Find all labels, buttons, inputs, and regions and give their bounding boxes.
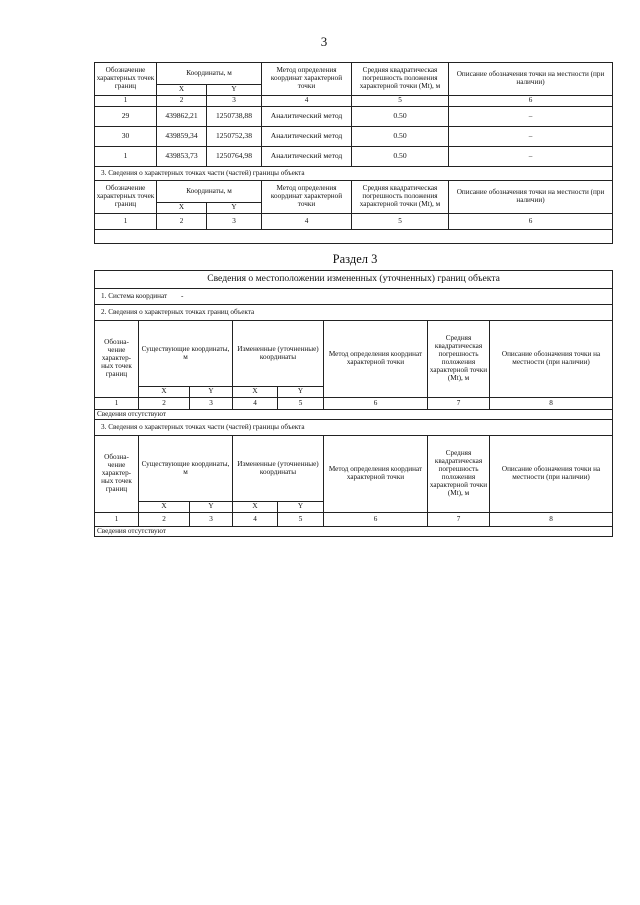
- razdel-header: Сведения о местоположении измененных (уточненных) границ объекта: [95, 271, 613, 289]
- header-method: Метод определения координат характерной точки: [324, 321, 428, 398]
- header-description: Описание обозначения точки на местности (при наличии): [449, 181, 613, 214]
- header-point-label: Обозна-чение характер-ных точек границ: [95, 436, 139, 513]
- page-number: 3: [320, 34, 328, 49]
- col-number: 3: [190, 513, 233, 527]
- header-x: X: [157, 85, 207, 96]
- col-number: 4: [262, 96, 352, 107]
- method: Аналитический метод: [262, 127, 352, 147]
- header-x: X: [139, 387, 190, 398]
- header-y: Y: [207, 203, 262, 214]
- coord-system: [95, 289, 613, 305]
- table-row: [95, 107, 613, 127]
- header-coords: Координаты, м: [157, 63, 262, 85]
- table-row: [95, 127, 613, 147]
- col-number: 1: [95, 96, 157, 107]
- point-id: 1: [95, 147, 157, 167]
- method: Аналитический метод: [262, 147, 352, 167]
- col-number: 3: [207, 96, 262, 107]
- empty-row: [95, 230, 613, 244]
- section3-title: 3. Сведения о характерных точках части (частей) границы объекта: [95, 167, 613, 181]
- header-x: X: [233, 502, 278, 513]
- col-number: 6: [324, 513, 428, 527]
- col-number: 3: [207, 214, 262, 230]
- table-row: [95, 147, 613, 167]
- accuracy: 0.50: [352, 147, 449, 167]
- header-existing: Существующие координаты, м: [139, 321, 233, 387]
- coord-x: 439853,73: [157, 147, 207, 167]
- header-method: Метод определения координат характерной точки: [324, 436, 428, 513]
- col-number: 2: [157, 96, 207, 107]
- col-number: 1: [95, 398, 139, 410]
- col-number: 4: [233, 513, 278, 527]
- header-y: Y: [278, 502, 324, 513]
- coord-x: 439862,21: [157, 107, 207, 127]
- coord-y: 1250738,88: [207, 107, 262, 127]
- header-accuracy: Средняя квадратическая погрешность положения характерной точки (Mt), м: [352, 63, 449, 96]
- header-point-label: Обозначение характерных точек границ: [95, 181, 157, 214]
- description: –: [449, 127, 613, 147]
- col-number: 3: [190, 398, 233, 410]
- coord-system-value: -: [180, 291, 184, 300]
- header-point-label: Обозначение характерных точек границ: [95, 63, 157, 96]
- header-coords: Координаты, м: [157, 181, 262, 203]
- col-number: 6: [449, 214, 613, 230]
- accuracy: 0.50: [352, 107, 449, 127]
- absent-note: Сведения отсутствуют: [95, 410, 613, 420]
- col-number: 5: [278, 513, 324, 527]
- section3-title: 3. Сведения о характерных точках части (частей) границы объекта: [95, 420, 613, 436]
- col-number: 5: [352, 96, 449, 107]
- header-changed: Измененные (уточненные) координаты: [233, 436, 324, 502]
- col-number: 7: [428, 398, 490, 410]
- header-accuracy: Средняя квадратическая погрешность положения характерной точки (Mt), м: [428, 321, 490, 398]
- header-point-label: Обозна-чение характер-ных точек границ: [95, 321, 139, 398]
- header-x: X: [139, 502, 190, 513]
- coord-y: 1250752,38: [207, 127, 262, 147]
- col-number: 2: [139, 398, 190, 410]
- header-method: Метод определения координат характерной точки: [262, 63, 352, 96]
- method: Аналитический метод: [262, 107, 352, 127]
- header-method: Метод определения координат характерной точки: [262, 181, 352, 214]
- header-description: Описание обозначения точки на местности (при наличии): [490, 321, 613, 398]
- top-coordinates-table: [94, 62, 613, 244]
- description: –: [449, 107, 613, 127]
- col-number: 6: [449, 96, 613, 107]
- razdel3-table: [94, 270, 613, 537]
- header-accuracy: Средняя квадратическая погрешность положения характерной точки (Mt), м: [428, 436, 490, 513]
- header-y: Y: [190, 502, 233, 513]
- absent-note: Сведения отсутствуют: [95, 527, 613, 537]
- col-number: 4: [262, 214, 352, 230]
- header-y: Y: [190, 387, 233, 398]
- description: –: [449, 147, 613, 167]
- col-number: 2: [157, 214, 207, 230]
- section2-title: 2. Сведения о характерных точках границ объекта: [95, 305, 613, 321]
- col-number: 7: [428, 513, 490, 527]
- coord-x: 439859,34: [157, 127, 207, 147]
- header-y: Y: [207, 85, 262, 96]
- coord-y: 1250764,98: [207, 147, 262, 167]
- point-id: 29: [95, 107, 157, 127]
- coord-system-label: 1. Система координат: [101, 291, 168, 300]
- col-number: 4: [233, 398, 278, 410]
- col-number: 8: [490, 398, 613, 410]
- header-changed: Измененные (уточненные) координаты: [233, 321, 324, 387]
- header-existing: Существующие координаты, м: [139, 436, 233, 502]
- col-number: 5: [278, 398, 324, 410]
- razdel-title: Раздел 3: [332, 252, 378, 266]
- header-description: Описание обозначения точки на местности (при наличии): [490, 436, 613, 513]
- header-y: Y: [278, 387, 324, 398]
- col-number: 8: [490, 513, 613, 527]
- col-number: 1: [95, 513, 139, 527]
- col-number: 2: [139, 513, 190, 527]
- header-x: X: [233, 387, 278, 398]
- col-number: 1: [95, 214, 157, 230]
- col-number: 6: [324, 398, 428, 410]
- header-description: Описание обозначения точки на местности (при наличии): [449, 63, 613, 96]
- point-id: 30: [95, 127, 157, 147]
- header-accuracy: Средняя квадратическая погрешность положения характерной точки (Mt), м: [352, 181, 449, 214]
- header-x: X: [157, 203, 207, 214]
- col-number: 5: [352, 214, 449, 230]
- accuracy: 0.50: [352, 127, 449, 147]
